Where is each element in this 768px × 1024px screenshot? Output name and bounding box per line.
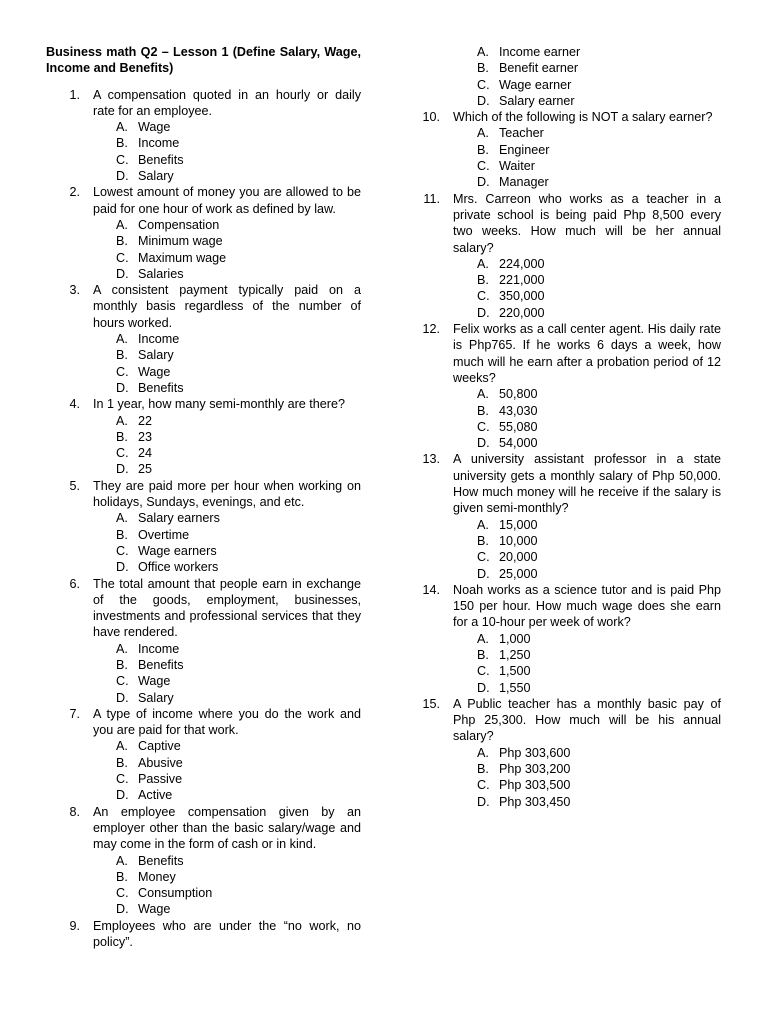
option-letter: A.	[477, 45, 489, 59]
answer-option	[46, 380, 361, 396]
option-letter: B.	[116, 527, 128, 542]
answer-option	[46, 445, 361, 461]
option-letter: B.	[116, 234, 128, 249]
option-text: Wage earners	[138, 543, 217, 558]
option-letter: C.	[477, 77, 490, 92]
option-text: Engineer	[499, 142, 550, 157]
question-item	[46, 184, 361, 217]
question-item	[46, 282, 361, 331]
answer-option	[46, 673, 361, 689]
answer-option	[46, 901, 361, 917]
answer-option	[420, 93, 721, 109]
answer-option	[46, 787, 361, 803]
answer-option	[420, 663, 721, 679]
option-text: Compensation	[138, 217, 220, 232]
answer-option	[420, 566, 721, 582]
answer-option	[420, 256, 721, 272]
option-text: 20,000	[499, 550, 538, 565]
option-text: Salary	[138, 348, 174, 363]
answer-option	[46, 527, 361, 543]
option-letter: C.	[116, 543, 129, 558]
option-text: Teacher	[499, 126, 544, 141]
option-letter: B.	[477, 647, 489, 662]
question-stem: An employee compensation given by an employer other than the basic salary/wage and may come in the form of cash or in kind.	[93, 804, 361, 852]
option-letter: D.	[477, 794, 490, 809]
answer-option	[420, 60, 721, 76]
answer-option	[420, 174, 721, 190]
answer-option	[420, 44, 721, 60]
option-letter: D.	[477, 566, 490, 581]
option-text: Minimum wage	[138, 234, 223, 249]
option-text: Php 303,500	[499, 778, 571, 793]
question-item	[420, 582, 721, 631]
answer-option	[46, 413, 361, 429]
option-letter: C.	[477, 550, 490, 565]
option-letter: C.	[116, 674, 129, 689]
option-letter: C.	[477, 159, 490, 174]
option-letter: A.	[116, 413, 128, 428]
option-letter: B.	[116, 429, 128, 444]
answer-option	[46, 869, 361, 885]
answer-option	[46, 233, 361, 249]
option-text: 350,000	[499, 289, 545, 304]
answer-option	[420, 158, 721, 174]
answer-option	[420, 403, 721, 419]
option-letter: D.	[116, 169, 129, 184]
option-letter: D.	[477, 305, 490, 320]
option-letter: D.	[116, 788, 129, 803]
question-stem: Noah works as a science tutor and is paid Php 150 per hour. How much wage does she earn for a 10-hour per week of work?	[453, 582, 721, 630]
question-item	[46, 804, 361, 853]
question-item	[420, 321, 721, 386]
answer-option	[420, 288, 721, 304]
left-column	[46, 44, 361, 950]
answer-option	[46, 510, 361, 526]
option-letter: D.	[477, 175, 490, 190]
question-number: 10.	[422, 110, 440, 125]
option-text: Overtime	[138, 527, 190, 542]
question-item	[46, 87, 361, 120]
option-letter: B.	[477, 142, 489, 157]
option-text: Salaries	[138, 266, 184, 281]
option-letter: C.	[116, 886, 129, 901]
option-text: 1,550	[499, 680, 531, 695]
answer-option	[46, 543, 361, 559]
option-text: 25,000	[499, 566, 538, 581]
option-letter: A.	[116, 217, 128, 232]
answer-option	[46, 347, 361, 363]
question-number: 9.	[69, 918, 80, 933]
option-text: Wage	[138, 674, 171, 689]
answer-option	[46, 331, 361, 347]
option-letter: A.	[477, 745, 489, 760]
answer-option	[46, 755, 361, 771]
option-letter: A.	[116, 332, 128, 347]
question-number: 5.	[69, 478, 80, 493]
answer-option	[420, 386, 721, 402]
option-letter: D.	[116, 462, 129, 477]
option-text: Abusive	[138, 755, 183, 770]
option-text: 1,250	[499, 647, 531, 662]
answer-option	[46, 119, 361, 135]
option-text: 224,000	[499, 256, 545, 271]
option-letter: C.	[116, 446, 129, 461]
option-text: Manager	[499, 175, 549, 190]
option-letter: B.	[116, 869, 128, 884]
question-stem: Employees who are under the “no work, no policy”.	[93, 918, 361, 950]
question-number: 14.	[422, 582, 440, 597]
answer-option	[420, 272, 721, 288]
answer-option	[46, 738, 361, 754]
option-text: Money	[138, 869, 176, 884]
answer-option	[420, 125, 721, 141]
question-stem: A university assistant professor in a state university gets a monthly salary of Php 50,000. How much money will he receive if the salary is given semi-monthly?	[453, 452, 721, 516]
answer-option	[46, 461, 361, 477]
answer-option	[46, 364, 361, 380]
answer-option	[420, 549, 721, 565]
option-letter: A.	[477, 126, 489, 141]
option-letter: B.	[477, 61, 489, 76]
option-letter: C.	[477, 289, 490, 304]
question-stem: The total amount that people earn in exchange of the goods, employment, businesses, investments and professional services that they have rendered.	[93, 576, 361, 640]
question-item	[420, 191, 721, 256]
answer-option	[46, 885, 361, 901]
option-text: Benefits	[138, 152, 184, 167]
page-title: Business math Q2 – Lesson 1 (Define Salary, Wage, Income and Benefits)	[46, 45, 361, 76]
option-letter: B.	[116, 348, 128, 363]
option-text: Benefits	[138, 853, 184, 868]
option-text: Income	[138, 136, 180, 151]
question-stem: They are paid more per hour when working on holidays, Sundays, evenings, and etc.	[93, 478, 361, 510]
option-letter: D.	[116, 266, 129, 281]
option-text: Benefits	[138, 380, 184, 395]
option-text: 15,000	[499, 517, 538, 532]
option-letter: A.	[477, 256, 489, 271]
question-item	[46, 918, 361, 951]
question-number: 13.	[422, 452, 440, 467]
question-stem: In 1 year, how many semi-monthly are there?	[93, 397, 345, 412]
option-text: Waiter	[499, 159, 535, 174]
option-letter: D.	[477, 93, 490, 108]
question-item	[420, 109, 721, 125]
option-text: Salary	[138, 690, 174, 705]
question-item	[46, 396, 361, 412]
option-letter: C.	[116, 152, 129, 167]
question-list-right	[420, 44, 721, 810]
option-letter: C.	[477, 778, 490, 793]
question-number: 2.	[69, 185, 80, 200]
option-text: Php 303,450	[499, 794, 571, 809]
option-letter: B.	[477, 533, 489, 548]
right-column	[420, 44, 721, 810]
answer-option	[420, 533, 721, 549]
question-number: 6.	[69, 576, 80, 591]
option-text: 50,800	[499, 387, 538, 402]
option-text: 221,000	[499, 273, 545, 288]
option-letter: A.	[116, 120, 128, 135]
option-letter: A.	[477, 631, 489, 646]
option-letter: D.	[116, 380, 129, 395]
option-letter: D.	[116, 560, 129, 575]
question-item	[46, 576, 361, 641]
answer-option	[420, 680, 721, 696]
option-letter: B.	[477, 273, 489, 288]
option-text: Wage	[138, 364, 171, 379]
option-letter: D.	[116, 902, 129, 917]
answer-option	[46, 266, 361, 282]
option-letter: A.	[116, 641, 128, 656]
question-stem: A Public teacher has a monthly basic pay of Php 25,300. How much will be his annual salary?	[453, 696, 721, 744]
option-letter: B.	[116, 657, 128, 672]
answer-option	[420, 517, 721, 533]
question-stem: A type of income where you do the work and you are paid for that work.	[93, 706, 361, 738]
option-text: Wage	[138, 902, 171, 917]
option-letter: A.	[116, 853, 128, 868]
option-text: 23	[138, 429, 153, 444]
question-number: 12.	[422, 322, 440, 337]
question-stem: Mrs. Carreon who works as a teacher in a private school is being paid Php 8,500 every two weeks. How much will be her annual salary?	[453, 191, 721, 255]
option-letter: B.	[477, 762, 489, 777]
option-letter: B.	[116, 136, 128, 151]
question-stem: Which of the following is NOT a salary earner?	[453, 110, 713, 125]
option-text: Passive	[138, 772, 183, 787]
option-text: 10,000	[499, 533, 538, 548]
answer-option	[46, 771, 361, 787]
question-number: 4.	[69, 397, 80, 412]
answer-option	[46, 641, 361, 657]
question-stem: Lowest amount of money you are allowed to be paid for one hour of work as defined by law.	[93, 185, 361, 216]
question-number: 3.	[69, 283, 80, 298]
option-letter: B.	[477, 403, 489, 418]
option-text: 1,000	[499, 631, 531, 646]
option-text: Maximum wage	[138, 250, 227, 265]
option-text: Php 303,600	[499, 745, 571, 760]
answer-option	[420, 794, 721, 810]
question-list-left	[46, 87, 361, 951]
answer-option	[420, 77, 721, 93]
answer-option	[46, 217, 361, 233]
answer-option	[46, 135, 361, 151]
question-number: 1.	[69, 87, 80, 102]
option-text: Income earner	[499, 45, 581, 59]
option-letter: A.	[116, 511, 128, 526]
option-letter: A.	[477, 517, 489, 532]
answer-option	[420, 419, 721, 435]
option-text: 43,030	[499, 403, 538, 418]
answer-option	[46, 250, 361, 266]
option-letter: C.	[477, 664, 490, 679]
question-stem: Felix works as a call center agent. His daily rate is Php765. If he works 6 days a week, how much will he earn after a probation period of 12 weeks?	[453, 322, 721, 385]
question-stem: A compensation quoted in an hourly or daily rate for an employee.	[93, 87, 361, 118]
question-number: 11.	[423, 191, 440, 206]
option-text: 55,080	[499, 419, 538, 434]
option-text: Income	[138, 641, 180, 656]
question-item	[420, 451, 721, 516]
option-letter: C.	[477, 419, 490, 434]
option-text: Php 303,200	[499, 762, 571, 777]
option-letter: A.	[477, 387, 489, 402]
option-letter: C.	[116, 250, 129, 265]
question-item	[46, 478, 361, 511]
answer-option	[420, 777, 721, 793]
option-text: Consumption	[138, 886, 213, 901]
option-text: 22	[138, 413, 153, 428]
question-item	[46, 706, 361, 739]
option-letter: C.	[116, 364, 129, 379]
option-text: 24	[138, 446, 153, 461]
option-text: Wage earner	[499, 77, 572, 92]
option-text: Office workers	[138, 560, 219, 575]
option-text: 220,000	[499, 305, 545, 320]
option-text: Salary	[138, 169, 174, 184]
option-letter: D.	[477, 680, 490, 695]
option-text: Benefits	[138, 657, 184, 672]
answer-option	[46, 559, 361, 575]
answer-option	[420, 761, 721, 777]
option-text: 54,000	[499, 436, 538, 451]
option-text: Captive	[138, 739, 181, 754]
answer-option	[420, 745, 721, 761]
option-text: Salary earners	[138, 511, 220, 526]
option-text: Salary earner	[499, 93, 575, 108]
answer-option	[420, 435, 721, 451]
question-number: 8.	[69, 804, 80, 819]
option-text: 25	[138, 462, 153, 477]
option-letter: B.	[116, 755, 128, 770]
question-item	[420, 696, 721, 745]
option-letter: C.	[116, 772, 129, 787]
option-text: Income	[138, 332, 180, 347]
answer-option	[46, 152, 361, 168]
answer-option	[420, 142, 721, 158]
answer-option	[46, 429, 361, 445]
question-number: 15.	[422, 696, 440, 711]
question-stem: A consistent payment typically paid on a monthly basis regardless of the number of hours worked.	[93, 283, 361, 330]
answer-option	[46, 657, 361, 673]
option-text: Wage	[138, 120, 171, 135]
answer-option	[420, 631, 721, 647]
option-text: Benefit earner	[499, 61, 579, 76]
question-number: 7.	[69, 706, 80, 721]
option-letter: D.	[477, 436, 490, 451]
answer-option	[420, 647, 721, 663]
answer-option	[420, 305, 721, 321]
answer-option	[46, 690, 361, 706]
answer-option	[46, 853, 361, 869]
option-text: Active	[138, 788, 173, 803]
option-letter: A.	[116, 739, 128, 754]
answer-option	[46, 168, 361, 184]
option-letter: D.	[116, 690, 129, 705]
option-text: 1,500	[499, 664, 531, 679]
